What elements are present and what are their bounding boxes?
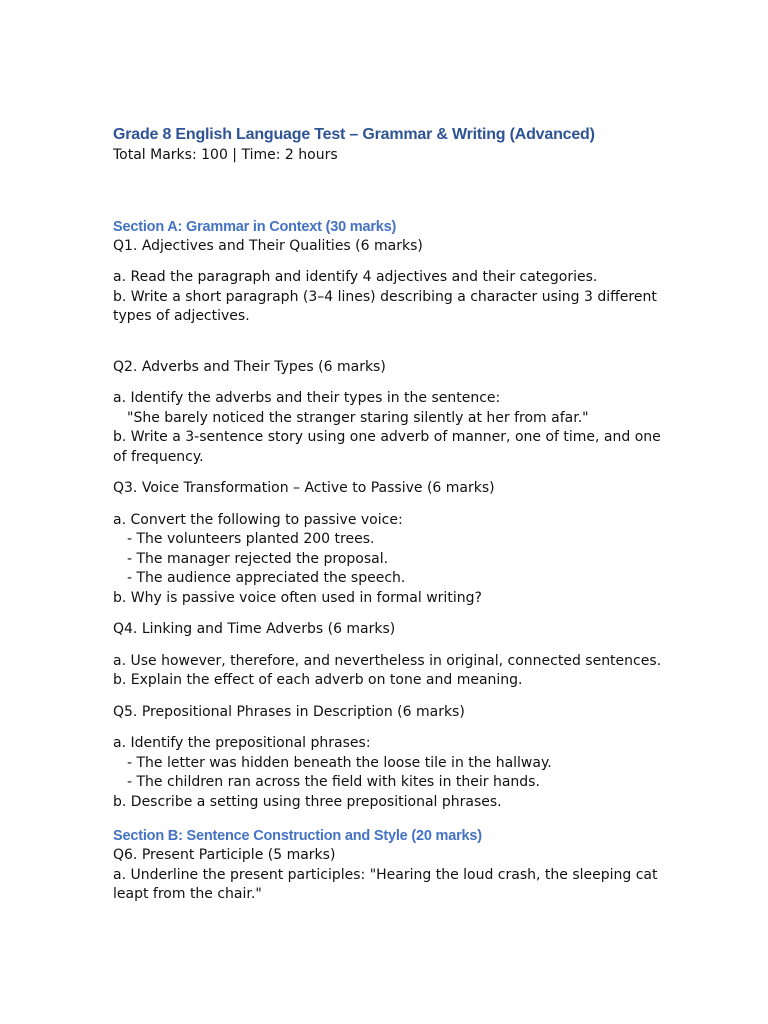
q2-part-a: a. Identify the adverbs and their types in the sentence: bbox=[113, 390, 501, 406]
q1-part-a: a. Read the paragraph and identify 4 adjectives and their categories. bbox=[113, 269, 598, 285]
q1-title: Q1. Adjectives and Their Qualities (6 marks) bbox=[113, 237, 423, 254]
document-subtitle: Total Marks: 100 | Time: 2 hours bbox=[113, 147, 338, 163]
q6-title: Q6. Present Participle (5 marks) bbox=[113, 847, 336, 863]
q4-part-b: b. Explain the effect of each adverb on tone and meaning. bbox=[113, 672, 523, 688]
q3-title: Q3. Voice Transformation – Active to Passive (6 marks) bbox=[113, 480, 495, 496]
q4-title: Q4. Linking and Time Adverbs (6 marks) bbox=[113, 621, 396, 637]
q3-part-b: b. Why is passive voice often used in formal writing? bbox=[113, 589, 482, 606]
section-b-heading: Section B: Sentence Construction and Style (20 marks) bbox=[113, 828, 482, 844]
q2-part-b: b. Write a 3-sentence story using one adverb of manner, one of time, and one of frequency. bbox=[113, 429, 666, 465]
q6-part-a: a. Underline the present participles: "Hearing the loud crash, the sleeping cat leapt from the chair." bbox=[113, 866, 662, 902]
q3-item: - The volunteers planted 200 trees. bbox=[127, 531, 375, 547]
q3-item: - The audience appreciated the speech. bbox=[127, 570, 406, 586]
q4-part-a: a. Use however, therefore, and nevertheless in original, connected sentences. bbox=[113, 652, 662, 669]
q5-item: - The letter was hidden beneath the loose tile in the hallway. bbox=[127, 754, 552, 771]
q2-title: Q2. Adverbs and Their Types (6 marks) bbox=[113, 358, 386, 375]
q5-part-b: b. Describe a setting using three prepositional phrases. bbox=[113, 793, 502, 810]
q2-quote: "She barely noticed the stranger staring silently at her from afar." bbox=[127, 409, 589, 426]
q1-part-b: b. Write a short paragraph (3–4 lines) describing a character using 3 different types of adjectives. bbox=[113, 288, 662, 324]
document-page bbox=[113, 124, 673, 905]
q3-part-a: a. Convert the following to passive voice: bbox=[113, 511, 403, 528]
document-title: Grade 8 English Language Test – Grammar & Writing (Advanced) bbox=[113, 126, 595, 143]
q5-item: - The children ran across the field with kites in their hands. bbox=[127, 774, 540, 790]
q3-item: - The manager rejected the proposal. bbox=[127, 550, 389, 567]
q5-title: Q5. Prepositional Phrases in Description (6 marks) bbox=[113, 703, 465, 720]
section-a-heading: Section A: Grammar in Context (30 marks) bbox=[113, 218, 397, 235]
q5-part-a: a. Identify the prepositional phrases: bbox=[113, 735, 371, 751]
